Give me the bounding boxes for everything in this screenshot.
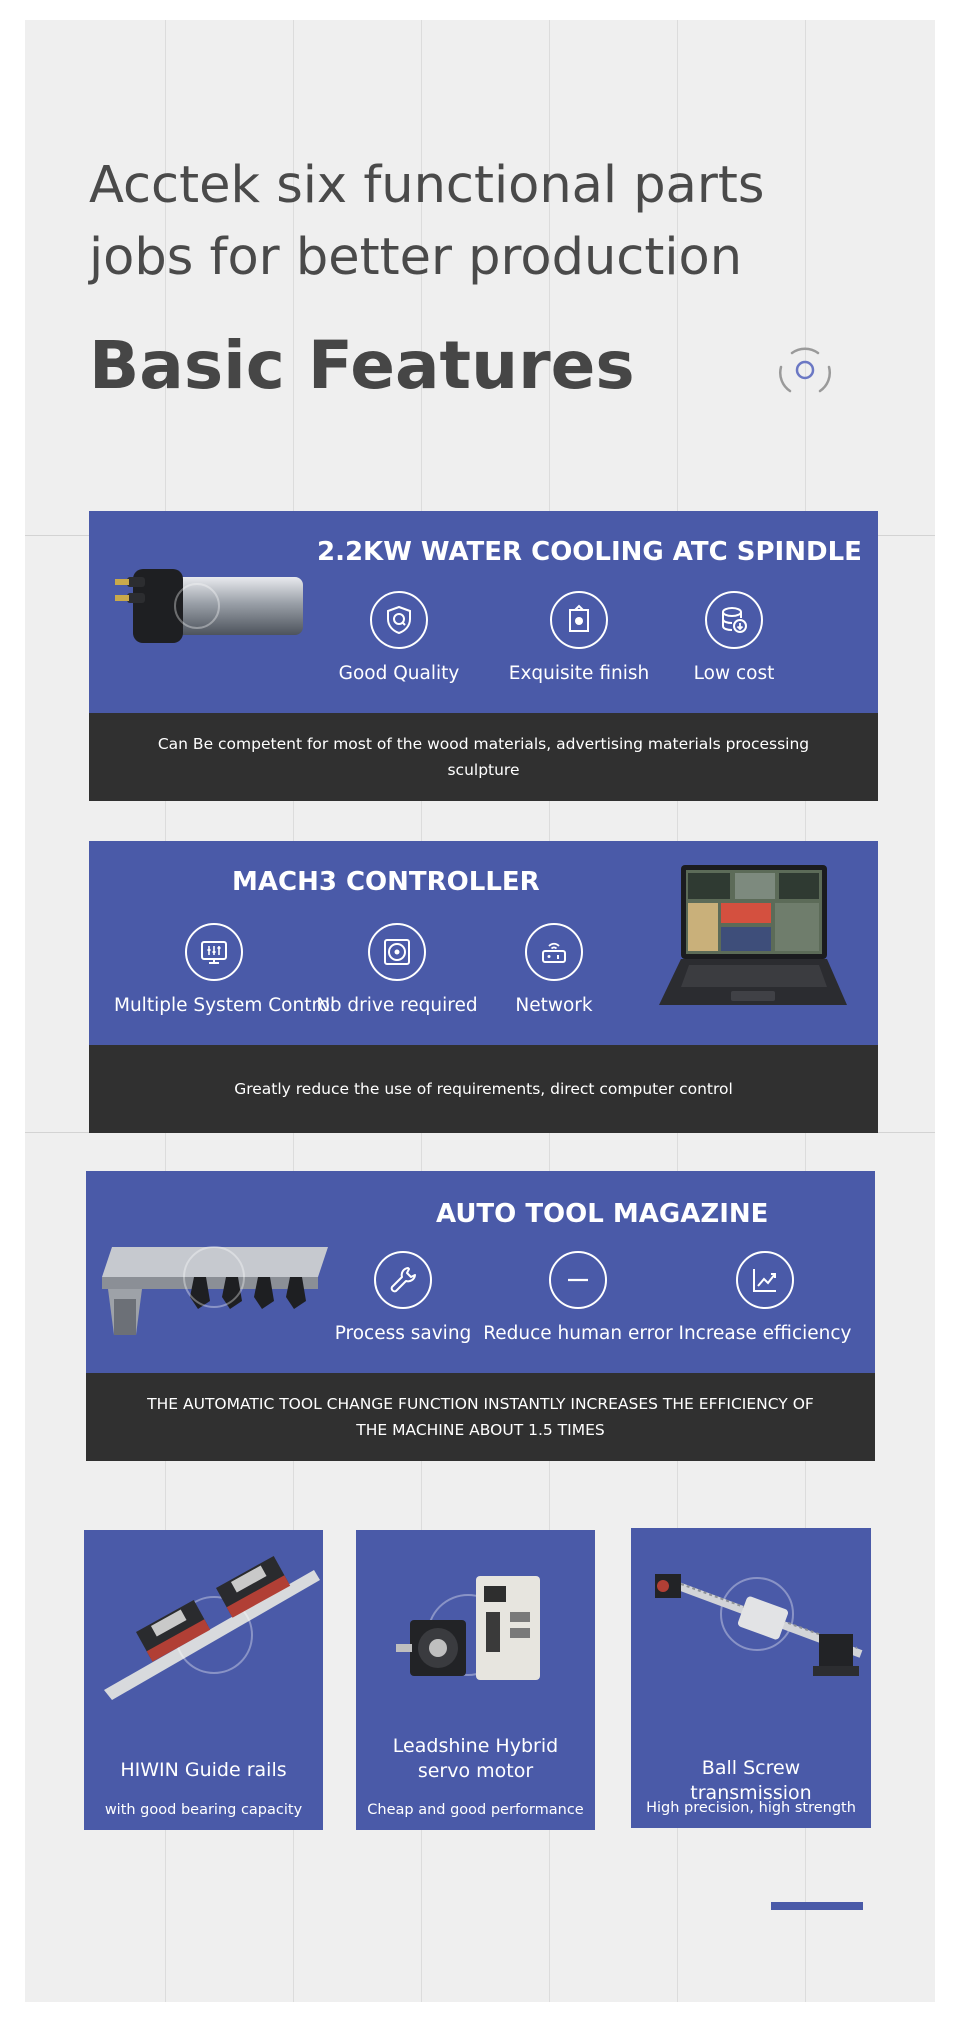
card-subtitle: High precision, high strength (646, 1800, 856, 1816)
panel-footer (89, 1045, 878, 1133)
feature-item (114, 923, 336, 1016)
feature-label: Reduce human error (483, 1323, 673, 1344)
shield-icon (370, 591, 428, 649)
panel-title: MACH3 CONTROLLER (232, 867, 540, 897)
panel-footer-text: Can Be competent for most of the wood materials, advertising materials processing sculpture (157, 735, 810, 779)
feature-item (478, 1251, 678, 1344)
wrench-icon (374, 1251, 432, 1309)
disc-icon (368, 923, 426, 981)
feature-item (303, 1251, 503, 1344)
router-icon (525, 923, 583, 981)
page-background (25, 20, 935, 2002)
feature-label: Good Quality (338, 663, 460, 684)
panel-footer (86, 1373, 875, 1461)
panel-title: 2.2KW WATER COOLING ATC SPINDLE (317, 537, 862, 567)
feature-label: Exquisite finish (508, 663, 650, 684)
servo-motor-image (356, 1540, 595, 1720)
tool-magazine-panel (86, 1171, 875, 1461)
feature-label: Increase efficiency (678, 1323, 852, 1344)
laptop-image (655, 861, 851, 1011)
minus-icon (549, 1251, 607, 1309)
accent-bar (771, 1902, 863, 1910)
feature-label: Network (515, 995, 593, 1016)
panel-title: AUTO TOOL MAGAZINE (436, 1199, 769, 1229)
loading-spinner-icon (770, 335, 840, 405)
feature-item (299, 591, 499, 684)
servo-motor-card (356, 1530, 595, 1830)
panel-footer-text: THE AUTOMATIC TOOL CHANGE FUNCTION INSTANTLY INCREASES THE EFFICIENCY OF THE MACHINE ABOUT 1.5 TIMES (147, 1395, 814, 1439)
feature-item (454, 923, 654, 1016)
ball-screw-card (631, 1528, 871, 1828)
feature-item (634, 591, 834, 684)
card-title: Leadshine Hybrid servo motor (392, 1735, 559, 1782)
feature-label: Multiple System Control (114, 995, 336, 1016)
feature-label: No drive required (316, 995, 478, 1016)
feature-label: Low cost (693, 663, 775, 684)
monitor-control-icon (185, 923, 243, 981)
feature-item (665, 1251, 865, 1344)
chart-icon (736, 1251, 794, 1309)
card-subtitle: with good bearing capacity (104, 1802, 303, 1818)
card-title: Ball Screw transmission (690, 1757, 812, 1804)
guide-rail-card (84, 1530, 323, 1830)
card-subtitle: Cheap and good performance (367, 1802, 584, 1818)
controller-panel (89, 841, 878, 1133)
guide-rail-image (84, 1540, 323, 1720)
coins-icon (705, 591, 763, 649)
spindle-panel (89, 511, 878, 801)
headline: Acctek six functional parts jobs for better production (89, 156, 765, 287)
panel-footer (89, 713, 878, 801)
ball-screw-image (631, 1538, 871, 1718)
cube-icon (550, 591, 608, 649)
panel-footer-text: Greatly reduce the use of requirements, direct computer control (234, 1080, 733, 1098)
section-title: Basic Features (89, 327, 635, 404)
card-title: HIWIN Guide rails (120, 1759, 287, 1781)
feature-label: Process saving (334, 1323, 472, 1344)
spindle-image (107, 551, 317, 651)
